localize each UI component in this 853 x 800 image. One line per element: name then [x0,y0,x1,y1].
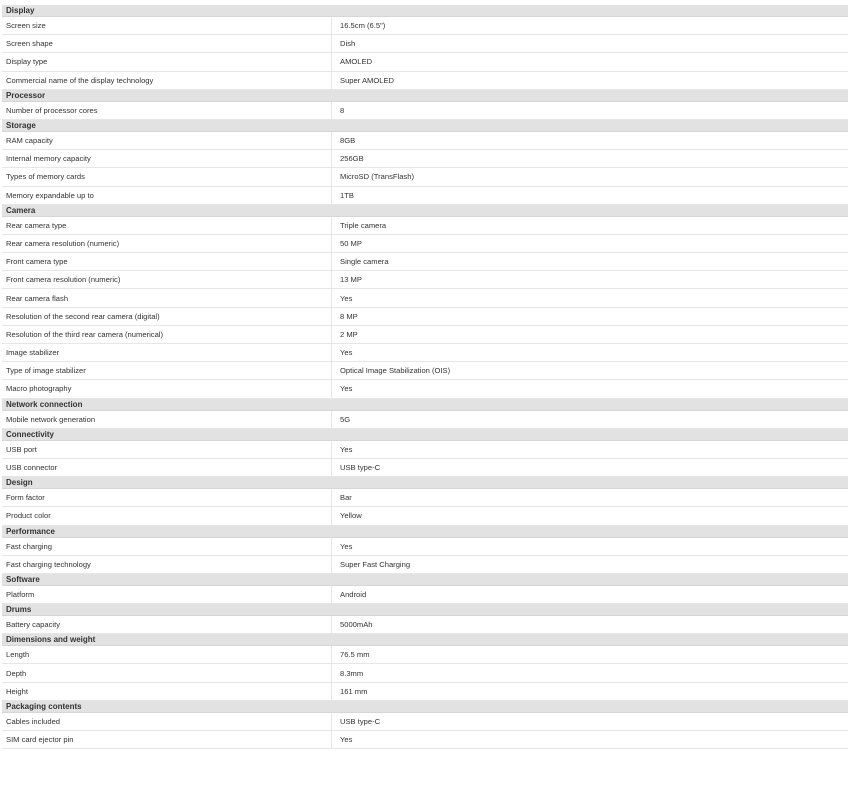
spec-row [2,489,848,507]
spec-label: Depth [2,664,332,681]
spec-value: Super Fast Charging [340,559,411,569]
spec-label: Fast charging [2,538,332,555]
spec-table [2,5,848,749]
spec-label: Rear camera resolution (numeric) [2,235,332,252]
spec-row [2,35,848,53]
spec-value: 8.3mm [340,668,364,678]
spec-label: Height [2,683,332,700]
spec-value: 161 mm [340,686,368,696]
spec-row [2,713,848,731]
spec-row [2,586,848,604]
spec-row [2,289,848,307]
spec-label: Cables included [2,713,332,730]
spec-row [2,664,848,682]
spec-row [2,253,848,271]
spec-label: USB connector [2,459,332,476]
spec-label: Rear camera type [2,217,332,234]
spec-label: RAM capacity [2,132,332,149]
spec-label: Screen shape [2,35,332,52]
spec-label: Screen size [2,17,332,34]
spec-value: 8GB [340,136,356,146]
spec-label: Front camera resolution (numeric) [2,271,332,288]
spec-label: Rear camera flash [2,289,332,306]
spec-row [2,72,848,90]
spec-row [2,683,848,701]
spec-label: Memory expandable up to [2,187,332,204]
spec-row [2,616,848,634]
spec-value: 1TB [340,190,354,200]
spec-row [2,132,848,150]
spec-value: Yes [340,444,353,454]
section-header: Camera [2,205,848,217]
spec-row [2,187,848,205]
spec-label: Front camera type [2,253,332,270]
spec-row [2,344,848,362]
spec-label: Commercial name of the display technology [2,72,332,89]
spec-row [2,53,848,71]
section-header: Network connection [2,399,848,411]
spec-value: AMOLED [340,57,373,67]
spec-row [2,556,848,574]
spec-label: Number of processor cores [2,102,332,119]
spec-row [2,150,848,168]
spec-row [2,441,848,459]
spec-label: Type of image stabilizer [2,362,332,379]
spec-value: USB type-C [340,716,381,726]
spec-label: Internal memory capacity [2,150,332,167]
section-header: Display [2,5,848,17]
spec-label: Battery capacity [2,616,332,633]
spec-value: Yes [340,384,353,394]
spec-value: 8 [340,105,345,115]
spec-row [2,507,848,525]
spec-row [2,102,848,120]
spec-row [2,217,848,235]
spec-label: Fast charging technology [2,556,332,573]
spec-label: Image stabilizer [2,344,332,361]
section-header: Performance [2,526,848,538]
spec-value: Super AMOLED [340,75,395,85]
spec-row [2,168,848,186]
spec-value: 5G [340,414,351,424]
spec-value: 76.5 mm [340,650,370,660]
spec-value: 16.5cm (6.5") [340,21,386,31]
section-header: Connectivity [2,429,848,441]
spec-value: 2 MP [340,329,358,339]
section-header: Storage [2,120,848,132]
spec-value: Triple camera [340,220,387,230]
spec-value: Yes [340,541,353,551]
spec-label: Platform [2,586,332,603]
spec-value: Single camera [340,257,389,267]
spec-value: Optical Image Stabilization (OIS) [340,366,451,376]
spec-label: Macro photography [2,380,332,397]
section-header: Software [2,574,848,586]
spec-row [2,380,848,398]
spec-label: Mobile network generation [2,411,332,428]
section-header: Packaging contents [2,701,848,713]
spec-row [2,326,848,344]
spec-label: Resolution of the second rear camera (digital) [2,308,332,325]
spec-value: 50 MP [340,238,362,248]
spec-label: Length [2,646,332,663]
spec-value: Dish [340,39,356,49]
section-header: Dimensions and weight [2,634,848,646]
spec-value: 5000mAh [340,620,373,630]
section-header: Drums [2,604,848,616]
spec-label: Form factor [2,489,332,506]
spec-row [2,17,848,35]
spec-value: Yellow [340,511,362,521]
spec-value: Yes [340,735,353,745]
spec-value: 13 MP [340,275,362,285]
spec-value: Android [340,589,367,599]
spec-label: SIM card ejector pin [2,731,332,748]
spec-row [2,308,848,326]
spec-value: Yes [340,293,353,303]
section-header: Processor [2,90,848,102]
spec-value: Bar [340,493,352,503]
spec-label: USB port [2,441,332,458]
spec-label: Product color [2,507,332,524]
spec-label: Display type [2,53,332,70]
section-header: Design [2,477,848,489]
spec-value: MicroSD (TransFlash) [340,172,414,182]
spec-row [2,646,848,664]
spec-value: 256GB [340,154,364,164]
spec-label: Types of memory cards [2,168,332,185]
spec-row [2,235,848,253]
spec-row [2,538,848,556]
spec-row [2,731,848,749]
spec-value: Yes [340,348,353,358]
spec-row [2,411,848,429]
spec-row [2,271,848,289]
spec-row [2,362,848,380]
spec-label: Resolution of the third rear camera (numerical) [2,326,332,343]
spec-value: 8 MP [340,311,358,321]
spec-value: USB type-C [340,463,381,473]
spec-row [2,459,848,477]
